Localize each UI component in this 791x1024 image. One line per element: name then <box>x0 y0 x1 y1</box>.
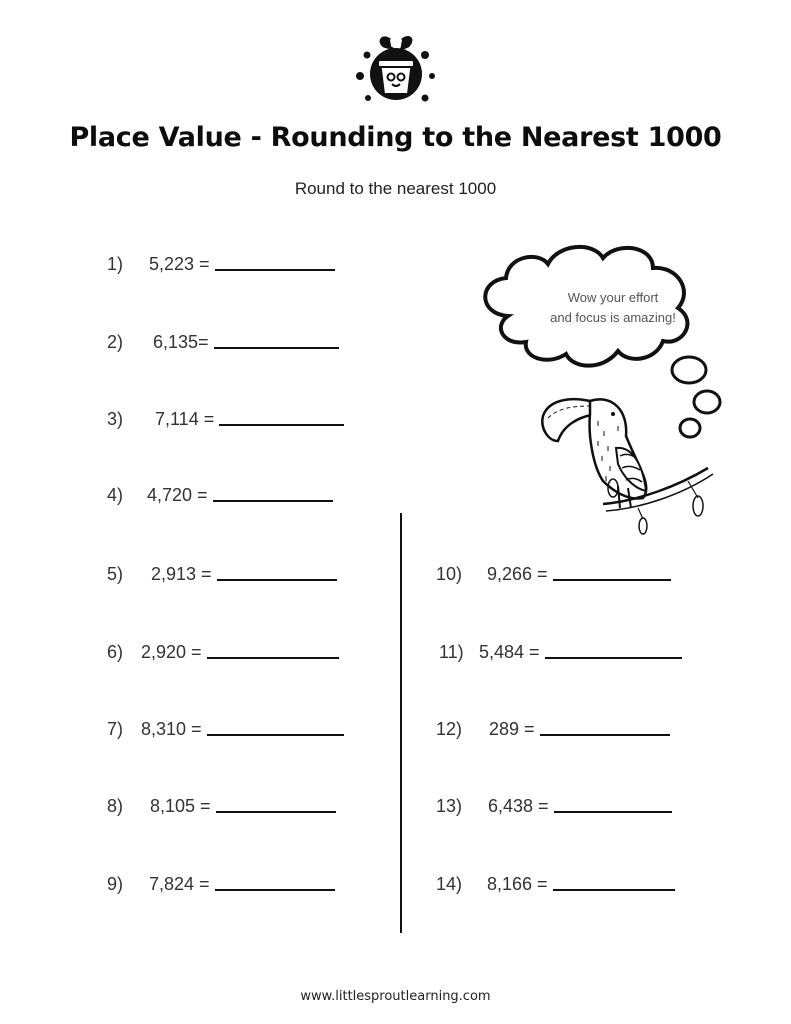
problem-number: 12) <box>436 719 463 739</box>
problem-value: 8,105 <box>150 796 196 816</box>
problem-8 <box>107 796 336 817</box>
problem-value: 2,913 <box>151 564 197 584</box>
answer-blank[interactable] <box>215 889 335 891</box>
equals-sign: = <box>537 874 548 894</box>
equals-sign: = <box>537 564 548 584</box>
problem-number: 1) <box>107 254 124 274</box>
problem-number: 7) <box>107 719 124 739</box>
equals-sign: = <box>201 564 212 584</box>
equals-sign: = <box>200 796 211 816</box>
equals-sign: = <box>524 719 535 739</box>
equals-sign: = <box>197 485 208 505</box>
problem-10 <box>436 564 671 585</box>
answer-blank[interactable] <box>207 657 339 659</box>
answer-blank[interactable] <box>214 347 339 349</box>
problem-value: 7,114 <box>155 409 199 429</box>
footer-url[interactable]: www.littlesproutlearning.com <box>300 989 491 1004</box>
equals-sign: = <box>198 332 209 352</box>
equals-sign: = <box>199 254 210 274</box>
equals-sign: = <box>203 409 215 429</box>
toucan-thought-bubble-icon <box>478 236 728 536</box>
problem-14 <box>436 874 675 895</box>
instructions: Round to the nearest 1000 <box>294 179 497 198</box>
problem-value: 4,720 <box>147 485 193 505</box>
bubble-line-1: Wow your effort <box>567 290 659 305</box>
answer-blank[interactable] <box>540 734 670 736</box>
problem-6 <box>107 642 339 663</box>
sprout-pot-logo-icon <box>350 28 442 106</box>
problem-value: 2,920 <box>141 642 187 662</box>
page-title: Place Value - Rounding to the Nearest 1000 <box>69 122 722 153</box>
problem-number: 11) <box>439 642 464 662</box>
equals-sign: = <box>538 796 549 816</box>
problem-5 <box>107 564 337 585</box>
column-divider <box>400 513 402 933</box>
problem-9 <box>107 874 335 895</box>
problem-2 <box>107 332 339 353</box>
problem-number: 3) <box>107 409 124 429</box>
problem-value: 289 <box>489 719 520 739</box>
problem-number: 14) <box>436 874 463 894</box>
answer-blank[interactable] <box>215 269 335 271</box>
equals-sign: = <box>191 719 202 739</box>
problem-number: 4) <box>107 485 124 505</box>
problem-number: 6) <box>107 642 124 662</box>
problem-13 <box>436 796 672 817</box>
answer-blank[interactable] <box>213 500 333 502</box>
answer-blank[interactable] <box>553 889 675 891</box>
equals-sign: = <box>529 642 540 662</box>
answer-blank[interactable] <box>217 579 337 581</box>
problem-number: 2) <box>107 332 124 352</box>
problem-number: 5) <box>107 564 124 584</box>
thought-bubble-text <box>518 288 708 328</box>
answer-blank[interactable] <box>554 811 672 813</box>
problem-value: 7,824 <box>149 874 195 894</box>
problem-4 <box>107 485 333 506</box>
equals-sign: = <box>199 874 210 894</box>
problem-value: 8,166 <box>487 874 533 894</box>
problem-value: 8,310 <box>141 719 187 739</box>
bubble-line-2: and focus is amazing! <box>550 310 676 325</box>
problem-number: 8) <box>107 796 124 816</box>
answer-blank[interactable] <box>207 734 344 736</box>
problem-value: 5,223 <box>149 254 195 274</box>
equals-sign: = <box>191 642 202 662</box>
problem-number: 13) <box>436 796 463 816</box>
answer-blank[interactable] <box>216 811 336 813</box>
answer-blank[interactable] <box>219 424 344 426</box>
problem-12 <box>436 719 670 740</box>
problem-value: 5,484 <box>479 642 525 662</box>
problem-number: 9) <box>107 874 124 894</box>
answer-blank[interactable] <box>553 579 671 581</box>
problem-3 <box>107 409 344 430</box>
problem-number: 10) <box>436 564 463 584</box>
answer-blank[interactable] <box>545 657 682 659</box>
problem-value: 6,135 <box>153 332 199 352</box>
problem-1 <box>107 254 335 275</box>
problem-value: 9,266 <box>487 564 533 584</box>
problem-7 <box>107 719 344 740</box>
problem-11 <box>439 642 682 663</box>
problem-value: 6,438 <box>488 796 534 816</box>
